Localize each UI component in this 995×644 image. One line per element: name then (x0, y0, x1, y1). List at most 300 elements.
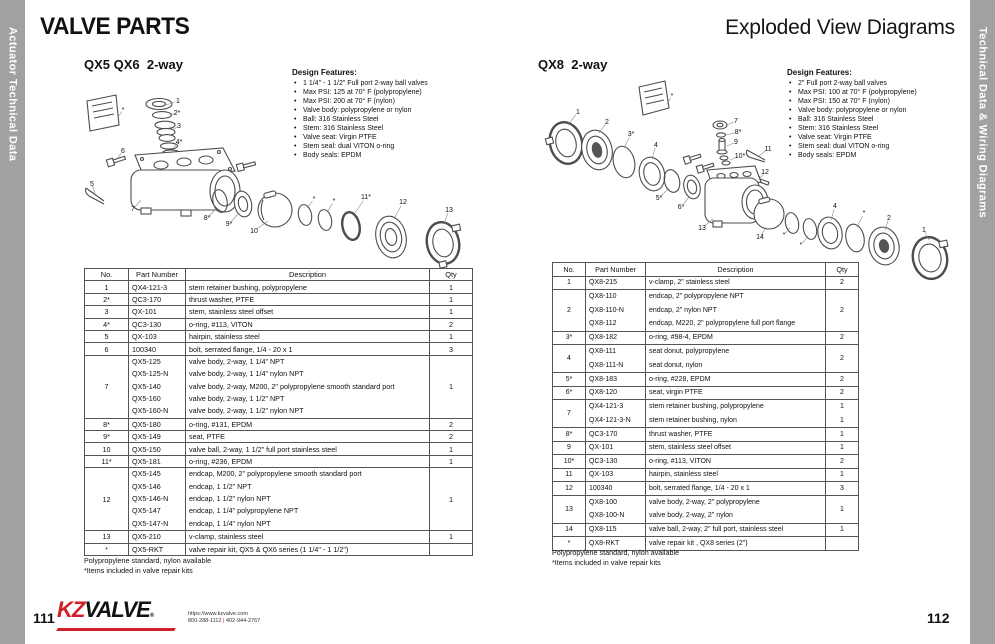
cell-qty: 1 (430, 355, 473, 418)
table-header-row (553, 263, 859, 277)
page-number-right: 112 (927, 610, 950, 626)
cell-part-number (586, 290, 646, 332)
diagram-callout-13: 13 (445, 207, 453, 214)
cell-line: seat donut, nylon (649, 361, 703, 369)
cell-description: v-clamp, stainless steel (186, 531, 430, 543)
cell-part-number: QX5-RKT (129, 543, 186, 555)
part-valve-ball (754, 197, 784, 229)
cell-qty: 2 (826, 331, 859, 345)
cell-qty: 2 (826, 373, 859, 387)
cell-no: 1 (85, 281, 129, 293)
cell-no: 4 (553, 345, 586, 373)
cell-qty: 2 (826, 386, 859, 400)
cell-part-number: QX5-150 (129, 443, 186, 455)
cell-part-number: 100340 (586, 482, 646, 496)
feature-item: • Ball: 316 Stainless Steel (292, 115, 487, 124)
page-subtitle: Exploded View Diagrams (725, 16, 955, 39)
leader-line (394, 206, 401, 219)
diagram-callout-star: * (799, 242, 803, 249)
cell-line: QX4-121-3 (589, 403, 624, 410)
cell-qty: 1 (430, 468, 473, 531)
cell-line: endcap, 1 1/2" nylon NPT (189, 494, 271, 504)
cell-line: QX5-147-N (132, 518, 169, 528)
cell-no: 11* (85, 455, 129, 467)
cell-description: valve repair kit , QX8 series (2") (646, 537, 826, 551)
cell-part-number: QC3-170 (129, 293, 186, 305)
cell-qty: 1 (430, 306, 473, 318)
warning-label-plate (87, 95, 119, 131)
cell-qty: 2 (826, 345, 859, 373)
cell-qty: 2 (826, 276, 859, 290)
cell-qty: 1 (430, 330, 473, 342)
cell-no: 12 (85, 468, 129, 531)
parts-table-qx8 (552, 262, 859, 551)
registered-mark: ® (149, 613, 155, 619)
diagram-callout-11: 11 (764, 146, 772, 153)
part-v-clamp (909, 233, 954, 282)
logo-valve: VALVE (84, 597, 150, 622)
table-row (85, 281, 473, 293)
cell-no: 3 (85, 306, 129, 318)
diagram-callout-12: 12 (761, 169, 769, 176)
table-row (553, 482, 859, 496)
leader-line (231, 213, 239, 222)
part-v-clamp (542, 119, 586, 168)
cell-line: QX5-146-N (132, 494, 169, 504)
diagram-callout-4: 4 (654, 142, 658, 149)
cell-description: hairpin, stainless steel (646, 468, 826, 482)
cell-part-number: QX8-183 (586, 373, 646, 387)
cell-line: valve body, 2-way, 2" nylon (649, 512, 733, 519)
diagram-callout-star: * (121, 107, 125, 114)
table-row (553, 276, 859, 290)
cell-qty: 1 (826, 495, 859, 523)
cell-line: stem retainer bushing, polypropylene (649, 403, 764, 410)
cell-no: * (85, 543, 129, 555)
cell-part-number (129, 355, 186, 418)
cell-line: valve body, 2-way, 1 1/2" nylon NPT (189, 406, 304, 416)
feature-item: • Max PSI: 100 at 70° F (polypropylene) (787, 88, 982, 97)
cell-part-number: QX8-182 (586, 331, 646, 345)
leader-line (661, 188, 669, 196)
part-valve-body (131, 148, 240, 216)
cell-part-number: QX8-215 (586, 276, 646, 290)
cell-line: 1 (840, 403, 844, 410)
part-valve-ball (258, 191, 292, 227)
diagram-callout-6star: 6* (677, 204, 685, 211)
feature-item: • Ball: 316 Stainless Steel (787, 115, 982, 124)
cell-part-number (586, 345, 646, 373)
cell-line: QX8-112 (589, 320, 617, 327)
cell-part-number: QC3-170 (586, 428, 646, 442)
table-row (85, 455, 473, 467)
cell-part-number (129, 468, 186, 531)
cell-no: 7 (85, 355, 129, 418)
part-thrust-washer (717, 133, 726, 137)
part-stem (155, 121, 175, 141)
diagram-callout-1: 1 (176, 98, 180, 105)
column-header: Qty (826, 263, 859, 277)
table-notes (84, 556, 211, 576)
kzvalve-logo (57, 599, 175, 631)
cell-line: QX8-100 (589, 498, 618, 506)
cell-description (186, 468, 430, 531)
diagram-callout-5star: 5* (655, 195, 663, 202)
column-header: No. (85, 269, 129, 281)
diagram-callout-3star: 3* (627, 131, 635, 138)
part-hairpin (746, 150, 765, 162)
cell-line: QX5-140 (132, 381, 161, 391)
column-header: Description (186, 269, 430, 281)
cell-no: 5* (553, 373, 586, 387)
cell-line: valve body, 2-way, 2" polypropylene (649, 498, 760, 506)
table-row (85, 318, 473, 330)
cell-qty: 2 (430, 318, 473, 330)
cell-line: QX5-160-N (132, 406, 169, 416)
table-row (553, 495, 859, 509)
cell-line: endcap, 2" polypropylene NPT (649, 293, 744, 300)
part-v-clamp (423, 218, 468, 270)
cell-line: 1 (840, 416, 844, 424)
cell-line: QX5-145 (132, 469, 161, 479)
part-ring (801, 217, 818, 240)
diagram-callout-1: 1 (576, 109, 580, 116)
diagram-callout-3: 3 (177, 123, 181, 130)
cell-line: QX8-111-N (589, 361, 624, 369)
cell-part-number: QX5-181 (129, 455, 186, 467)
table-header-row (85, 269, 473, 281)
leader-line (354, 201, 363, 214)
cell-description: valve ball, 2-way, 1 1/2" full port stainless steel (186, 443, 430, 455)
table-row (553, 386, 859, 400)
leader-line (727, 122, 734, 125)
cell-description (646, 345, 826, 373)
cell-qty: 1 (430, 531, 473, 543)
part-seat-donut (815, 215, 845, 251)
note-line: *Items included in valve repair kits (552, 558, 661, 567)
feature-item: • Max PSI: 125 at 70° F (polypropylene) (292, 88, 487, 97)
phone-b: 402-944-2767 (225, 618, 261, 624)
cell-no: 6* (553, 386, 586, 400)
left-side-tab-label: Actuator Technical Data (6, 27, 19, 162)
diagram-callout-2: 2 (605, 119, 609, 126)
diagram-callout-star: * (670, 93, 674, 100)
cell-no: * (553, 537, 586, 551)
feature-item: • Max PSI: 200 at 70° F (nylon) (292, 97, 487, 106)
feature-item: • 1 1/4" - 1 1/2" Full port 2-way ball valves (292, 79, 487, 88)
cell-description: o-ring, #113, VITON (646, 455, 826, 469)
cell-line: valve body, 2-way, 1 1/4" nylon NPT (189, 369, 304, 379)
cell-description: thrust washer, PTFE (186, 293, 430, 305)
table-notes (552, 548, 679, 568)
exploded-diagram-qx5-qx6 (83, 92, 473, 272)
diagram-callout-1: 1 (922, 227, 926, 234)
table-row (553, 455, 859, 469)
cell-description: thrust washer, PTFE (646, 428, 826, 442)
cell-description: bolt, serrated flange, 1/4 - 20 x 1 (186, 343, 430, 355)
cell-part-number: QX8-RKT (586, 537, 646, 551)
cell-description: seat, virgin PTFE (646, 386, 826, 400)
section-title-qx8: QX8 2-way (538, 57, 608, 72)
cell-part-number: QC3-130 (586, 455, 646, 469)
part-ring (316, 208, 333, 231)
table-row (553, 523, 859, 537)
table-row (85, 306, 473, 318)
table-row (85, 531, 473, 543)
cell-description (646, 400, 826, 428)
cell-description: o-ring, #228, EPDM (646, 373, 826, 387)
table-row (85, 468, 473, 481)
cell-line: QX5-146 (132, 481, 161, 491)
column-header: Qty (430, 269, 473, 281)
diagram-callout-10star: 10* (734, 153, 746, 160)
cell-line: endcap, 2" nylon NPT (649, 306, 717, 314)
diagram-callout-4star: 4* (175, 139, 183, 146)
note-line: Polypropylene standard, nylon available (552, 548, 680, 557)
cell-line: QX8-111 (589, 348, 616, 355)
feature-item: • Valve body: polypropylene or nylon (787, 106, 982, 115)
cell-description (646, 290, 826, 332)
right-side-tab-label: Technical Data & Wiring Diagrams (976, 27, 989, 218)
feature-item: • Stem seal: dual VITON o-ring (292, 142, 487, 151)
leader-line (727, 143, 734, 146)
cell-no: 6 (85, 343, 129, 355)
cell-part-number: QX8-115 (586, 523, 646, 537)
table-row (85, 418, 473, 430)
cell-part-number: 100340 (129, 343, 186, 355)
part-o-ring-98-4 (610, 144, 638, 180)
table-row (553, 331, 859, 345)
diagram-callout-8star: 8* (203, 215, 211, 222)
parts-table-qx5-qx6 (84, 268, 473, 556)
cell-qty: 2 (826, 455, 859, 469)
diagram-callout-2star: 2* (173, 110, 181, 117)
cell-line: QX4-121-3-N (589, 416, 631, 424)
cell-qty: 1 (826, 428, 859, 442)
cell-part-number: QX-101 (586, 441, 646, 455)
feature-item: • Max PSI: 150 at 70° F (nylon) (787, 97, 982, 106)
table-row (85, 293, 473, 305)
cell-qty: 1 (826, 468, 859, 482)
exploded-diagram-qx8 (537, 78, 965, 290)
feature-item: • Stem: 316 Stainless Steel (292, 124, 487, 133)
cell-line: endcap, M220, 2" polypropylene full port flange (649, 320, 796, 327)
column-header: No. (553, 263, 586, 277)
cell-qty: 2 (430, 418, 473, 430)
cell-description: stem retainer bushing, polypropylene (186, 281, 430, 293)
cell-no: 9 (553, 441, 586, 455)
part-o-rings-113 (720, 156, 730, 165)
cell-no: 14 (553, 523, 586, 537)
cell-part-number: QX5-180 (129, 418, 186, 430)
cell-description: bolt, serrated flange, 1/4 - 20 x 1 (646, 482, 826, 496)
logo-underline (56, 628, 176, 631)
cell-no: 4* (85, 318, 129, 330)
cell-line: endcap, 1 1/2" NPT (189, 481, 252, 491)
cell-line: QX5-147 (132, 506, 161, 516)
cell-description (186, 355, 430, 418)
diagram-callout-star: * (312, 196, 316, 203)
part-o-ring-236 (340, 211, 362, 242)
diagram-callout-star: * (332, 198, 336, 205)
cell-no: 10* (553, 455, 586, 469)
part-ring (296, 203, 313, 226)
contact-info (188, 611, 260, 625)
cell-part-number (586, 400, 646, 428)
table-row (553, 373, 859, 387)
cell-line: QX8-100-N (589, 512, 625, 519)
column-header: Description (646, 263, 826, 277)
diagram-callout-10: 10 (250, 228, 258, 235)
cell-description: stem, stainless steel offset (186, 306, 430, 318)
diagram-callout-2: 2 (887, 215, 891, 222)
cell-qty: 2 (430, 431, 473, 443)
cell-no: 7 (553, 400, 586, 428)
feature-item: • Valve body: polypropylene or nylon (292, 106, 487, 115)
cell-part-number: QX5-149 (129, 431, 186, 443)
cell-qty: 1 (430, 443, 473, 455)
cell-qty (826, 537, 859, 551)
design-features-heading: Design Features: (787, 68, 852, 77)
cell-part-number: QX-101 (129, 306, 186, 318)
table-row (85, 343, 473, 355)
cell-no: 12 (553, 482, 586, 496)
part-ring (843, 222, 866, 253)
cell-description: valve ball, 2-way, 2" full port, stainless steel (646, 523, 826, 537)
diagram-callout-star: * (862, 210, 866, 217)
feature-item: • Valve seat: Virgin PTFE (292, 133, 487, 142)
part-endcap (578, 127, 617, 173)
cell-description (646, 495, 826, 523)
cell-line: QX5-125-N (132, 369, 169, 379)
phone-a: 800-288-1112 (188, 618, 222, 624)
cell-no: 1 (553, 276, 586, 290)
cell-qty (826, 400, 859, 428)
part-bolt (683, 152, 701, 164)
leader-line (803, 236, 808, 243)
cell-description: v-clamp, 2" stainless steel (646, 276, 826, 290)
cell-line: QX8-110 (589, 293, 617, 300)
column-header: Part Number (586, 263, 646, 277)
part-thrust-washer (153, 112, 172, 119)
cell-description: seat, PTFE (186, 431, 430, 443)
cell-qty: 1 (430, 281, 473, 293)
warning-label-plate (639, 81, 669, 115)
section-title-qx5-qx6: QX5 QX6 2-way (84, 57, 183, 72)
table-row (553, 428, 859, 442)
cell-qty: 1 (826, 523, 859, 537)
diagram-callout-7: 7 (131, 206, 135, 213)
cell-no: 9* (85, 431, 129, 443)
feature-item: • Body seals: EPDM (292, 151, 487, 160)
cell-no: 10 (85, 443, 129, 455)
cell-description: o-ring, #131, EPDM (186, 418, 430, 430)
cell-line: valve body, 2-way, 1 1/4" NPT (189, 356, 285, 366)
cell-part-number: QX-103 (129, 330, 186, 342)
cell-line: QX5-125 (132, 356, 161, 366)
feature-item: • Stem: 316 Stainless Steel (787, 124, 982, 133)
cell-part-number: QX4-121-3 (129, 281, 186, 293)
leader-line (624, 137, 629, 148)
cell-part-number: QX-103 (586, 468, 646, 482)
cell-description: o-ring, #113, VITON (186, 318, 430, 330)
part-stem (717, 139, 727, 155)
kzvalve-logo-text (57, 599, 175, 627)
website-url: https://www.kzvalve.com (188, 611, 248, 617)
cell-line: valve body, 2-way, 1 1/2" NPT (189, 393, 285, 403)
cell-part-number: QX5-210 (129, 531, 186, 543)
cell-qty (430, 543, 473, 555)
diagram-callout-14: 14 (756, 234, 764, 241)
part-bolt (236, 160, 256, 172)
diagram-callout-7: 7 (734, 118, 738, 125)
table-row (85, 431, 473, 443)
diagram-callout-13: 13 (698, 225, 706, 232)
diagram-callout-11star: 11* (361, 194, 371, 201)
diagram-callout-4: 4 (833, 203, 837, 210)
cell-description: o-ring, #98-4, EPDM (646, 331, 826, 345)
cell-no: 2* (85, 293, 129, 305)
table-row (85, 443, 473, 455)
cell-line: stem retainer bushing, nylon (649, 416, 737, 424)
phone-separator: | (222, 618, 225, 624)
part-bolt (106, 154, 126, 166)
part-o-ring-228 (662, 168, 682, 194)
cell-qty: 3 (826, 482, 859, 496)
table-row (85, 330, 473, 342)
leader-line (857, 216, 862, 227)
cell-part-number: QX8-120 (586, 386, 646, 400)
cell-line: endcap, 1 1/4" polypropylene NPT (189, 506, 299, 516)
logo-kz: KZ (57, 597, 85, 622)
part-endcap (865, 224, 902, 267)
left-side-tab (0, 0, 25, 644)
table-row (553, 345, 859, 359)
cell-description: o-ring, #236, EPDM (186, 455, 430, 467)
cell-no: 3* (553, 331, 586, 345)
feature-item: • Valve seat: Virgin PTFE (787, 133, 982, 142)
part-ring (783, 211, 800, 234)
design-features-heading: Design Features: (292, 68, 357, 77)
part-endcap (372, 213, 410, 260)
table-row (85, 355, 473, 368)
page-title: VALVE PARTS (40, 13, 190, 40)
table-row (553, 441, 859, 455)
cell-no: 11 (553, 468, 586, 482)
cell-no: 13 (553, 495, 586, 523)
page-number-left: 111 (33, 610, 55, 626)
diagram-callout-12: 12 (399, 199, 407, 206)
cell-qty: 1 (430, 455, 473, 467)
cell-no: 5 (85, 330, 129, 342)
feature-item: • 2" Full port 2-way ball valves (787, 79, 982, 88)
diagram-callout-6: 6 (121, 148, 125, 155)
cell-description: stem, stainless steel offset (646, 441, 826, 455)
part-stem-retainer-bushing (713, 121, 727, 129)
cell-qty: 1 (430, 293, 473, 305)
part-seat (681, 173, 702, 200)
cell-line: QX8-110-N (589, 306, 624, 314)
note-line: Polypropylene standard, nylon available (84, 556, 212, 565)
part-seat-donut (636, 154, 668, 193)
cell-qty: 3 (430, 343, 473, 355)
note-line: *Items included in valve repair kits (84, 566, 193, 575)
table-row (553, 400, 859, 414)
cell-line: valve body, 2-way, M200, 2" polypropylene smooth standard port (189, 381, 395, 391)
cell-no: 8* (553, 428, 586, 442)
diagram-callout-5: 5 (90, 181, 94, 188)
diagram-callout-9star: 9* (225, 221, 233, 228)
